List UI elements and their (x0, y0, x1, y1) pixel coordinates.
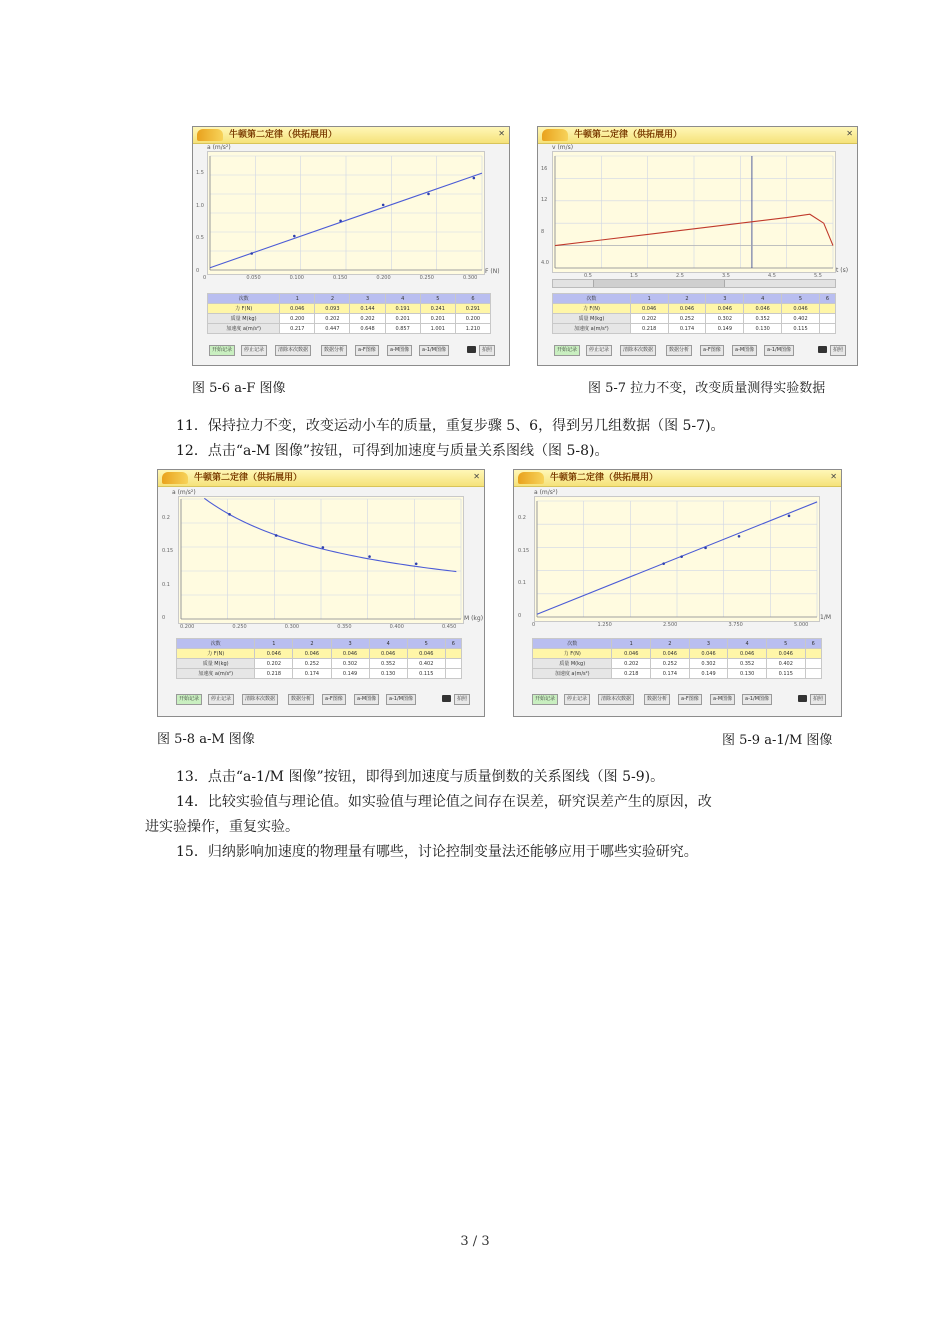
table-cell: 0.115 (407, 669, 445, 679)
table-cell: 0.201 (420, 314, 455, 324)
toolbar-button[interactable]: 开始记录 (209, 345, 235, 356)
toolbar-button[interactable]: 数据分析 (288, 694, 314, 705)
toolbar-button[interactable]: a-M图像 (387, 345, 412, 356)
close-icon[interactable]: ✕ (498, 129, 505, 138)
table-header-cell: 4 (385, 294, 420, 304)
table-header-cell: 3 (706, 294, 744, 304)
table-cell: 0.352 (728, 659, 767, 669)
app-logo (518, 472, 544, 484)
table-cell: 0.174 (651, 669, 690, 679)
table-header-cell: 3 (350, 294, 385, 304)
table-header-cell: 4 (744, 294, 782, 304)
table-cell: 0.149 (689, 669, 728, 679)
time-scrollbar[interactable] (552, 279, 836, 288)
table-cell: 0.174 (668, 324, 706, 334)
toolbar-button[interactable]: 停止记录 (564, 694, 590, 705)
row-label: 加速度 a(m/s²) (177, 669, 255, 679)
table-cell: 0.202 (630, 314, 668, 324)
toolbar-button[interactable]: a-F图像 (355, 345, 379, 356)
figure-5-6-window (192, 126, 510, 366)
app-logo (197, 129, 223, 141)
y-tick-label: 4.0 (541, 260, 549, 266)
row-label: 加速度 a(m/s²) (533, 669, 612, 679)
table-cell: 0.202 (315, 314, 350, 324)
table-cell (445, 649, 461, 659)
table-header-cell: 次数 (533, 639, 612, 649)
a-m-chart (179, 497, 463, 623)
data-point (704, 547, 707, 550)
camera-icon[interactable] (442, 695, 451, 702)
table-cell: 0.174 (293, 669, 331, 679)
toolbar-button[interactable]: a-1/M图像 (386, 694, 416, 705)
toolbar-button[interactable]: 数据分析 (644, 694, 670, 705)
table-row (533, 659, 822, 669)
table-header-cell: 1 (630, 294, 668, 304)
y-axis-label: v (m/s) (552, 144, 574, 151)
x-tick-label: 0 (203, 275, 207, 281)
table-row (533, 649, 822, 659)
step-13-text: 13．点击“a-1/M 图像”按钮，即得到加速度与质量倒数的关系图线（图 5-9)。 (176, 769, 665, 785)
x-tick-label: 5.000 (794, 622, 809, 628)
table-header-cell: 2 (668, 294, 706, 304)
table-header-cell: 次数 (553, 294, 631, 304)
caption-fig-5-7: 图 5-7 拉力不变，改变质量测得实验数据 (588, 381, 826, 396)
y-tick-label: 0.1 (518, 580, 526, 587)
table-cell: 0.402 (766, 659, 805, 669)
y-tick-label: 8 (541, 228, 545, 235)
table-header-cell: 5 (420, 294, 455, 304)
table-cell: 0.130 (744, 324, 782, 334)
table-cell (445, 669, 461, 679)
toolbar-button[interactable]: 清除本次数据 (620, 345, 656, 356)
data-point (293, 235, 296, 238)
table-cell (445, 659, 461, 669)
table-cell: 0.302 (331, 659, 369, 669)
y-tick-label: 0 (162, 615, 166, 621)
window-titlebar (158, 470, 484, 487)
step-12-text: 12．点击“a-M 图像”按钮，可得到加速度与质量关系图线（图 5-8)。 (176, 443, 609, 459)
table-row (177, 649, 462, 659)
table-row (208, 324, 491, 334)
y-tick-label: 0 (518, 613, 522, 619)
figure-5-7-window (537, 126, 858, 366)
table-cell: 0.291 (455, 304, 490, 314)
row-label: 力 F(N) (208, 304, 280, 314)
table-row (553, 324, 836, 334)
table-cell: 0.046 (293, 649, 331, 659)
toolbar-button[interactable]: 数据分析 (666, 345, 692, 356)
scrollbar-thumb[interactable] (593, 280, 725, 287)
x-tick-label: 0.150 (333, 275, 348, 281)
table-header-cell: 3 (331, 639, 369, 649)
x-tick-label: 0.450 (442, 624, 457, 630)
plot-area (552, 151, 836, 273)
row-label: 质量 M(kg) (553, 314, 631, 324)
window-titlebar (193, 127, 509, 144)
x-tick-label: 0.400 (389, 624, 404, 630)
table-cell: 0.046 (766, 649, 805, 659)
x-tick-label: 4.5 (768, 273, 776, 279)
table-cell (819, 324, 835, 334)
y-axis-label: a (m/s²) (207, 144, 231, 151)
table-cell: 0.046 (369, 649, 407, 659)
toolbar-button[interactable]: 数据分析 (321, 345, 347, 356)
data-point (250, 252, 253, 255)
table-cell: 1.001 (420, 324, 455, 334)
table-cell: 0.191 (385, 304, 420, 314)
table-cell: 0.046 (782, 304, 820, 314)
x-axis-label: 1/M (820, 614, 832, 621)
x-tick-label: 0.300 (463, 275, 478, 281)
close-icon[interactable]: ✕ (846, 129, 853, 138)
table-cell: 0.046 (706, 304, 744, 314)
window-titlebar (514, 470, 841, 487)
y-tick-label: 0.2 (518, 515, 526, 521)
table-cell: 0.046 (668, 304, 706, 314)
row-label: 力 F(N) (553, 304, 631, 314)
a-f-chart (208, 152, 484, 274)
toolbar-button[interactable]: a-M图像 (710, 694, 735, 705)
table-cell: 0.252 (651, 659, 690, 669)
table-header-cell: 5 (782, 294, 820, 304)
data-table (207, 293, 491, 334)
table-header-cell: 2 (293, 639, 331, 649)
data-point (680, 555, 683, 558)
v-t-chart (553, 152, 835, 272)
toolbar-button[interactable]: a-M图像 (732, 345, 757, 356)
table-header-cell: 1 (612, 639, 651, 649)
table-header-cell: 6 (805, 639, 821, 649)
table-header-cell: 1 (255, 639, 293, 649)
table-cell: 0.149 (706, 324, 744, 334)
table-cell: 0.402 (782, 314, 820, 324)
data-table (552, 293, 836, 334)
y-tick-label: 12 (541, 197, 548, 204)
row-label: 加速度 a(m/s²) (553, 324, 631, 334)
table-header-cell: 2 (651, 639, 690, 649)
table-cell: 0.241 (420, 304, 455, 314)
data-table (176, 638, 462, 679)
x-tick-label: 2.500 (663, 622, 678, 628)
step-14-continued-text: 进实验操作，重复实验。 (145, 819, 299, 835)
x-tick-label: 0.200 (180, 624, 195, 630)
figure-5-8-window (157, 469, 485, 717)
table-cell: 0.200 (455, 314, 490, 324)
table-cell: 0.046 (630, 304, 668, 314)
table-cell: 0.115 (766, 669, 805, 679)
table-cell: 0.046 (728, 649, 767, 659)
photo-button[interactable]: 拍照 (454, 694, 470, 705)
table-cell: 0.046 (407, 649, 445, 659)
data-point (788, 515, 791, 518)
x-tick-label: 2.5 (676, 273, 684, 279)
window-titlebar (538, 127, 857, 144)
table-header-cell: 6 (455, 294, 490, 304)
table-header-cell: 次数 (177, 639, 255, 649)
photo-button[interactable]: 拍照 (830, 345, 846, 356)
data-table (532, 638, 822, 679)
table-cell: 0.302 (706, 314, 744, 324)
camera-icon[interactable] (818, 346, 827, 353)
fit-line (204, 498, 456, 571)
toolbar-button[interactable]: 开始记录 (532, 694, 558, 705)
table-header-row (208, 294, 491, 304)
caption-fig-5-6: 图 5-6 a-F 图像 (192, 381, 286, 396)
table-cell: 0.046 (255, 649, 293, 659)
app-logo (542, 129, 568, 141)
toolbar-button[interactable]: 清除本次数据 (275, 345, 311, 356)
photo-button[interactable]: 拍照 (479, 345, 495, 356)
x-tick-label: 3.5 (722, 273, 730, 279)
page-number: 3 / 3 (460, 1234, 490, 1249)
table-cell: 0.149 (331, 669, 369, 679)
x-tick-label: 0.300 (284, 624, 300, 630)
table-cell (805, 659, 821, 669)
table-header-cell: 4 (728, 639, 767, 649)
table-cell: 0.046 (744, 304, 782, 314)
table-cell: 0.046 (651, 649, 690, 659)
window-title: 牛顿第二定律（供拓展用） (574, 130, 683, 140)
table-header-cell: 次数 (208, 294, 280, 304)
figure-5-9-window (513, 469, 842, 717)
table-header-cell: 5 (766, 639, 805, 649)
table-cell: 0.218 (255, 669, 293, 679)
x-tick-label: 3.750 (728, 622, 743, 628)
toolbar-button[interactable]: a-1/M图像 (742, 694, 772, 705)
table-cell: 0.144 (350, 304, 385, 314)
data-point (473, 177, 476, 180)
y-axis-label: a (m/s²) (172, 489, 196, 496)
toolbar-button[interactable]: a-F图像 (678, 694, 702, 705)
y-tick-label: 1.5 (196, 170, 204, 176)
table-cell: 0.352 (744, 314, 782, 324)
window-title: 牛顿第二定律（供拓展用） (229, 130, 338, 140)
photo-button[interactable]: 拍照 (810, 694, 826, 705)
table-header-row (177, 639, 462, 649)
x-axis-label: F (N) (485, 268, 500, 275)
y-tick-label: 1.0 (196, 202, 204, 209)
table-row (553, 314, 836, 324)
y-tick-label: 0 (196, 268, 200, 274)
row-label: 力 F(N) (177, 649, 255, 659)
table-cell (819, 314, 835, 324)
row-label: 质量 M(kg) (177, 659, 255, 669)
y-tick-label: 0.15 (518, 547, 530, 554)
table-cell (805, 669, 821, 679)
table-cell: 0.046 (280, 304, 315, 314)
x-tick-label: 0.350 (337, 624, 352, 630)
plot-area (207, 151, 485, 275)
table-cell: 0.202 (612, 659, 651, 669)
window-title: 牛顿第二定律（供拓展用） (550, 473, 659, 483)
plot-area (534, 496, 820, 622)
toolbar-button[interactable]: a-1/M图像 (764, 345, 794, 356)
table-cell: 0.046 (612, 649, 651, 659)
x-tick-label: 0 (532, 622, 536, 628)
toolbar-button[interactable]: a-M图像 (354, 694, 379, 705)
toolbar-button[interactable]: 开始记录 (554, 345, 580, 356)
x-tick-label: 0.250 (419, 275, 434, 281)
table-row (533, 669, 822, 679)
camera-icon[interactable] (798, 695, 807, 702)
table-header-cell: 4 (369, 639, 407, 649)
y-tick-label: 0.2 (162, 515, 170, 521)
table-row (208, 304, 491, 314)
row-label: 力 F(N) (533, 649, 612, 659)
a-inverse-m-chart (535, 497, 819, 621)
table-cell: 0.115 (782, 324, 820, 334)
table-cell: 0.217 (280, 324, 315, 334)
table-cell: 0.402 (407, 659, 445, 669)
x-tick-label: 0.5 (584, 273, 592, 279)
toolbar-button[interactable]: a-1/M图像 (419, 345, 449, 356)
step-14-text: 14．比较实验值与理论值。如实验值与理论值之间存在误差，研究误差产生的原因，改 (176, 794, 712, 810)
data-point (322, 546, 325, 549)
x-axis-label: t (s) (836, 267, 849, 274)
table-header-cell: 2 (315, 294, 350, 304)
table-header-cell: 3 (689, 639, 728, 649)
y-axis-label: a (m/s²) (534, 489, 558, 496)
toolbar-button[interactable]: 停止记录 (208, 694, 234, 705)
caption-fig-5-9: 图 5-9 a-1/M 图像 (722, 733, 833, 748)
close-icon[interactable]: ✕ (473, 472, 480, 481)
table-cell (819, 304, 835, 314)
row-label: 质量 M(kg) (208, 314, 280, 324)
table-row (177, 659, 462, 669)
y-tick-label: 0.5 (196, 235, 204, 242)
x-tick-label: 0.250 (232, 624, 247, 630)
table-header-cell: 1 (280, 294, 315, 304)
plot-area (178, 496, 464, 624)
data-point (382, 204, 385, 207)
table-cell: 0.200 (280, 314, 315, 324)
table-row (208, 314, 491, 324)
table-header-row (553, 294, 836, 304)
table-cell: 0.447 (315, 324, 350, 334)
toolbar-button[interactable]: 开始记录 (176, 694, 202, 705)
table-cell: 0.648 (350, 324, 385, 334)
table-cell: 1.210 (455, 324, 490, 334)
table-cell: 0.202 (350, 314, 385, 324)
data-point (339, 219, 342, 222)
x-tick-label: 0.200 (376, 275, 391, 281)
data-point (662, 562, 665, 565)
table-cell: 0.130 (728, 669, 767, 679)
step-11-text: 11．保持拉力不变，改变运动小车的质量，重复步骤 5、6，得到另几组数据（图 5-7)。 (176, 418, 725, 434)
step-15-text: 15．归纳影响加速度的物理量有哪些，讨论控制变量法还能够应用于哪些实验研究。 (176, 844, 698, 860)
toolbar-button[interactable]: 清除本次数据 (242, 694, 278, 705)
table-cell: 0.046 (689, 649, 728, 659)
window-title: 牛顿第二定律（供拓展用） (194, 473, 303, 483)
x-tick-label: 1.250 (597, 622, 612, 628)
data-point (738, 535, 741, 538)
table-cell: 0.857 (385, 324, 420, 334)
toolbar-button[interactable]: a-F图像 (322, 694, 346, 705)
x-tick-label: 0.050 (246, 275, 261, 281)
toolbar-button[interactable]: a-F图像 (700, 345, 724, 356)
x-tick-label: 0.100 (289, 275, 304, 281)
y-tick-label: 0.15 (162, 548, 174, 555)
close-icon[interactable]: ✕ (830, 472, 837, 481)
table-cell: 0.130 (369, 669, 407, 679)
table-cell (805, 649, 821, 659)
app-logo (162, 472, 188, 484)
table-cell: 0.218 (630, 324, 668, 334)
data-point (415, 563, 418, 566)
table-cell: 0.302 (689, 659, 728, 669)
table-cell: 0.202 (255, 659, 293, 669)
toolbar-button[interactable]: 停止记录 (586, 345, 612, 356)
table-cell: 0.352 (369, 659, 407, 669)
x-axis-label: M (kg) (464, 615, 484, 622)
x-tick-label: 1.5 (630, 273, 638, 279)
table-header-row (533, 639, 822, 649)
y-tick-label: 0.1 (162, 581, 170, 588)
camera-icon[interactable] (467, 346, 476, 353)
table-header-cell: 6 (819, 294, 835, 304)
table-cell: 0.252 (293, 659, 331, 669)
row-label: 加速度 a(m/s²) (208, 324, 280, 334)
table-cell: 0.218 (612, 669, 651, 679)
table-row (553, 304, 836, 314)
table-cell: 0.093 (315, 304, 350, 314)
table-header-cell: 6 (445, 639, 461, 649)
table-row (177, 669, 462, 679)
table-cell: 0.252 (668, 314, 706, 324)
data-point (427, 193, 430, 196)
y-tick-label: 16 (541, 166, 548, 172)
row-label: 质量 M(kg) (533, 659, 612, 669)
data-point (368, 555, 371, 558)
caption-fig-5-8: 图 5-8 a-M 图像 (157, 732, 255, 747)
table-header-cell: 5 (407, 639, 445, 649)
table-cell: 0.201 (385, 314, 420, 324)
x-tick-label: 5.5 (814, 273, 822, 279)
table-cell: 0.046 (331, 649, 369, 659)
data-point (275, 534, 278, 537)
data-point (228, 513, 231, 516)
toolbar-button[interactable]: 清除本次数据 (598, 694, 634, 705)
toolbar-button[interactable]: 停止记录 (241, 345, 267, 356)
